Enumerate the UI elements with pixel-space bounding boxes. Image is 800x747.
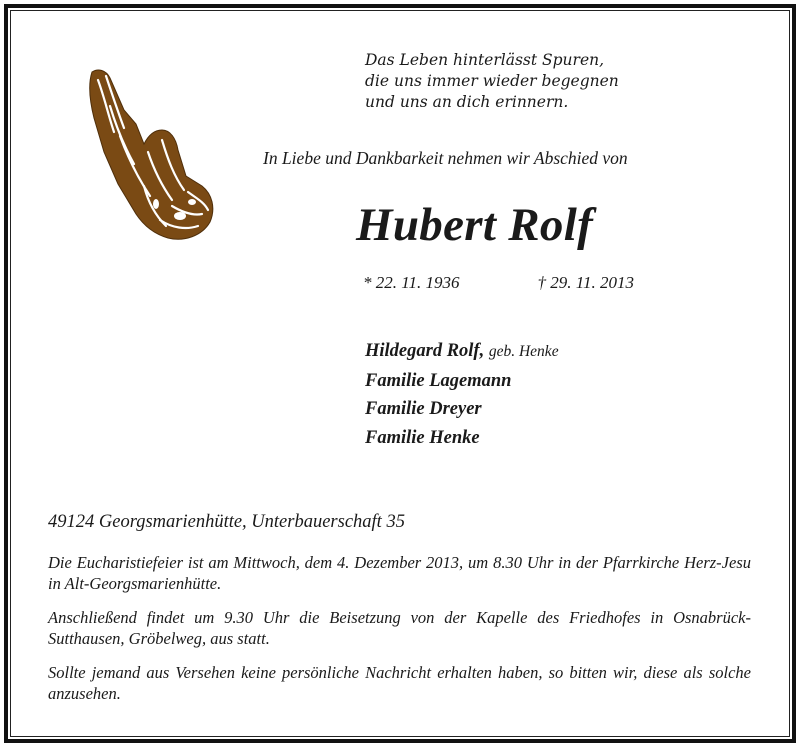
mass-info-paragraph: Die Eucharistiefeier ist am Mittwoch, dem 4. Dezember 2013, um 8.30 Uhr in der Pfarrkirche Herz-Jesu in Alt-Georgsmarienhütte. (48, 553, 751, 593)
poem-line: und uns an dich erinnern. (365, 93, 569, 111)
address: 49124 Georgsmarienhütte, Unterbauerschaft 35 (48, 512, 405, 532)
mourner-family: Familie Lagemann (365, 370, 512, 391)
poem (365, 50, 619, 113)
deceased-name: Hubert Rolf (356, 199, 594, 251)
mourners-list (365, 337, 559, 452)
mourner-entry (365, 337, 559, 367)
life-dates (363, 273, 634, 293)
poem-line: die uns immer wieder begegnen (365, 72, 619, 90)
notice-paragraph: Sollte jemand aus Versehen keine persönliche Nachricht erhalten haben, so bitten wir, diese als solche anzusehen. (48, 663, 751, 703)
mourner-name: Hildegard Rolf, (365, 341, 485, 361)
death-date: † 29. 11. 2013 (537, 273, 634, 292)
mourner-maiden-name: geb. Henke (488, 343, 559, 360)
burial-info-paragraph: Anschließend findet um 9.30 Uhr die Beisetzung von der Kapelle des Friedhofes in Osnabrück-Sutthausen, Gröbelweg, aus statt. (48, 608, 751, 648)
birth-date: * 22. 11. 1936 (363, 273, 460, 292)
mourner-family: Familie Henke (365, 427, 480, 448)
praying-hands-icon (84, 66, 218, 246)
farewell-intro: In Liebe und Dankbarkeit nehmen wir Abschied von (263, 148, 628, 168)
mourner-family: Familie Dreyer (365, 399, 482, 419)
poem-line: Das Leben hinterlässt Spuren, (365, 51, 605, 69)
